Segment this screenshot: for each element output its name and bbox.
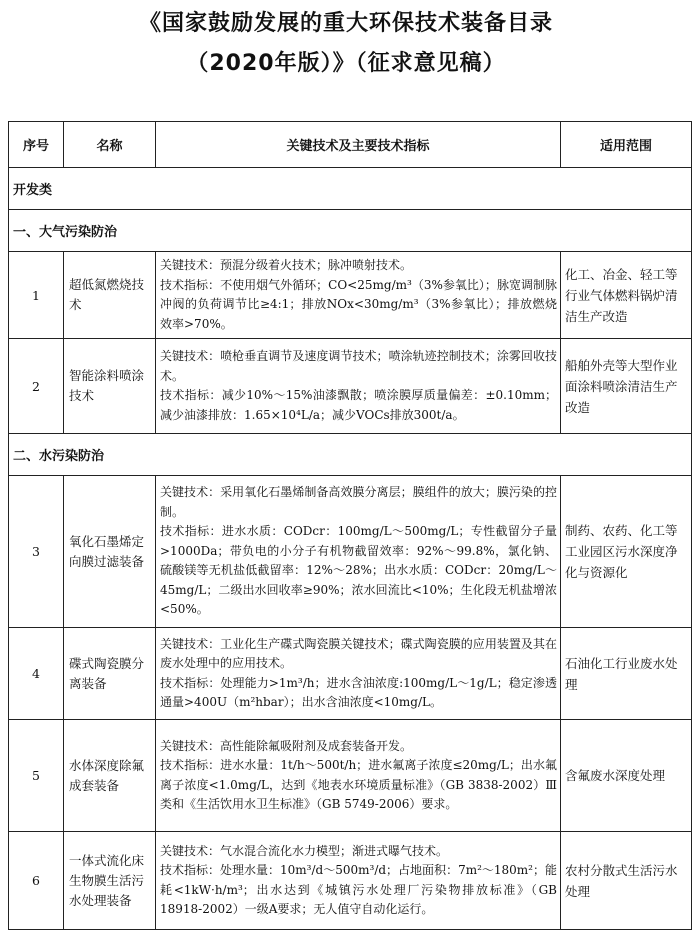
table-row [9,628,692,720]
section-row [9,210,692,252]
row-name: 氧化石墨烯定向膜过滤装备 [64,476,156,628]
row-scope: 船舶外壳等大型作业面涂料喷涂清洁生产改造 [561,339,692,434]
row-key-line: 关键技术：气水混合流化水力模型；渐进式曝气技术。 [160,843,449,858]
row-key-tech [156,720,561,832]
header-scope: 适用范围 [561,122,692,168]
row-spec-line: 技术指标：不使用烟气外循环；CO<25mg/m³（3%参氧比）；脉宽调制脉冲阀的负荷调节比≥4:1；排放NOx<30mg/m³（3%参氧比）；排放燃烧效率>70%。 [160,277,557,331]
row-key-tech [156,832,561,930]
category-row [9,168,692,210]
row-key-line: 关键技术：采用氧化石墨烯制备高效膜分离层；膜组件的放大；膜污染的控制。 [160,485,557,519]
header-no: 序号 [9,122,64,168]
row-no: 6 [9,832,64,930]
row-name: 水体深度除氟成套装备 [64,720,156,832]
table-row [9,720,692,832]
category-label: 开发类 [9,168,692,210]
row-key-tech [156,339,561,434]
section-title: 二、水污染防治 [9,434,692,476]
row-no: 2 [9,339,64,434]
section-title: 一、大气污染防治 [9,210,692,252]
table-row [9,339,692,434]
row-key-tech [156,628,561,720]
row-scope: 含氟废水深度处理 [561,720,692,832]
row-scope: 制药、农药、化工等工业园区污水深度净化与资源化 [561,476,692,628]
row-key-line: 关键技术：喷枪垂直调节及速度调节技术；喷涂轨迹控制技术；涂雾回收技术。 [160,349,557,383]
document-title-line2: （2020年版）》（征求意见稿） [186,51,506,76]
row-spec-line: 技术指标：处理能力>1m³/h；进水含油浓度:100mg/L～1g/L；稳定渗透通量>400U（m²hbar）；出水含油浓度<10mg/L。 [160,675,557,709]
row-spec-line: 技术指标：进水水量：1t/h～500t/h；进水氟离子浓度≤20mg/L；出水氟离子浓度<1.0mg/L，达到《地表水环境质量标准》（GB 3838-2002）Ⅲ类和《生活饮用水卫生标准》（GB 5749-2006）要求。 [160,758,557,811]
row-scope: 石油化工行业废水处理 [561,628,692,720]
table-row [9,476,692,628]
table-row [9,252,692,339]
section-row [9,434,692,476]
row-no: 1 [9,252,64,339]
row-no: 5 [9,720,64,832]
document-title-line1: 《国家鼓励发展的重大环保技术装备目录 [138,11,553,36]
header-name: 名称 [64,122,156,168]
row-name: 一体式流化床生物膜生活污水处理装备 [64,832,156,930]
row-key-line: 关键技术：高性能除氟吸附剂及成套装备开发。 [160,738,413,753]
row-spec-line: 技术指标：减少10%～15%油漆飘散；喷涂膜厚质量偏差：±0.10mm；减少油漆排放：1.65×10⁴L/a；减少VOCs排放300t/a。 [160,388,557,422]
row-no: 4 [9,628,64,720]
row-name: 智能涂料喷涂技术 [64,339,156,434]
row-no: 3 [9,476,64,628]
row-key-line: 关键技术：预混分级着火技术；脉冲喷射技术。 [160,258,413,272]
table-row [9,832,692,930]
row-key-tech [156,252,561,339]
row-scope: 农村分散式生活污水处理 [561,832,692,930]
row-spec-line: 技术指标：处理水量：10m³/d～500m³/d；占地面积：7m²～180m²；能耗<1kW·h/m³；出水达到《城镇污水处理厂污染物排放标准》（GB 18918-2002）一级A要求；无人值守自动化运行。 [160,863,557,916]
row-key-line: 关键技术：工业化生产碟式陶瓷膜关键技术；碟式陶瓷膜的应用装置及其在废水处理中的应用技术。 [160,636,557,670]
row-spec-line: 技术指标：进水水质：CODcr：100mg/L～500mg/L；专性截留分子量>1000Da；带负电的小分子有机物截留效率：92%～99.8%，氯化钠、硫酸镁等无机盐低截留率：12%～28%；出水水质：CODcr：20mg/L～45mg/L；二级出水回收率≥90%；浓水回流比<10%；生化段无机盐增浓<50%。 [160,524,557,617]
header-key-tech: 关键技术及主要技术指标 [156,122,561,168]
row-name: 碟式陶瓷膜分离装备 [64,628,156,720]
row-key-tech [156,476,561,628]
equipment-catalog-table [8,121,692,930]
row-name: 超低氮燃烧技术 [64,252,156,339]
row-scope: 化工、冶金、轻工等行业气体燃料锅炉清洁生产改造 [561,252,692,339]
table-header-row [9,122,692,168]
